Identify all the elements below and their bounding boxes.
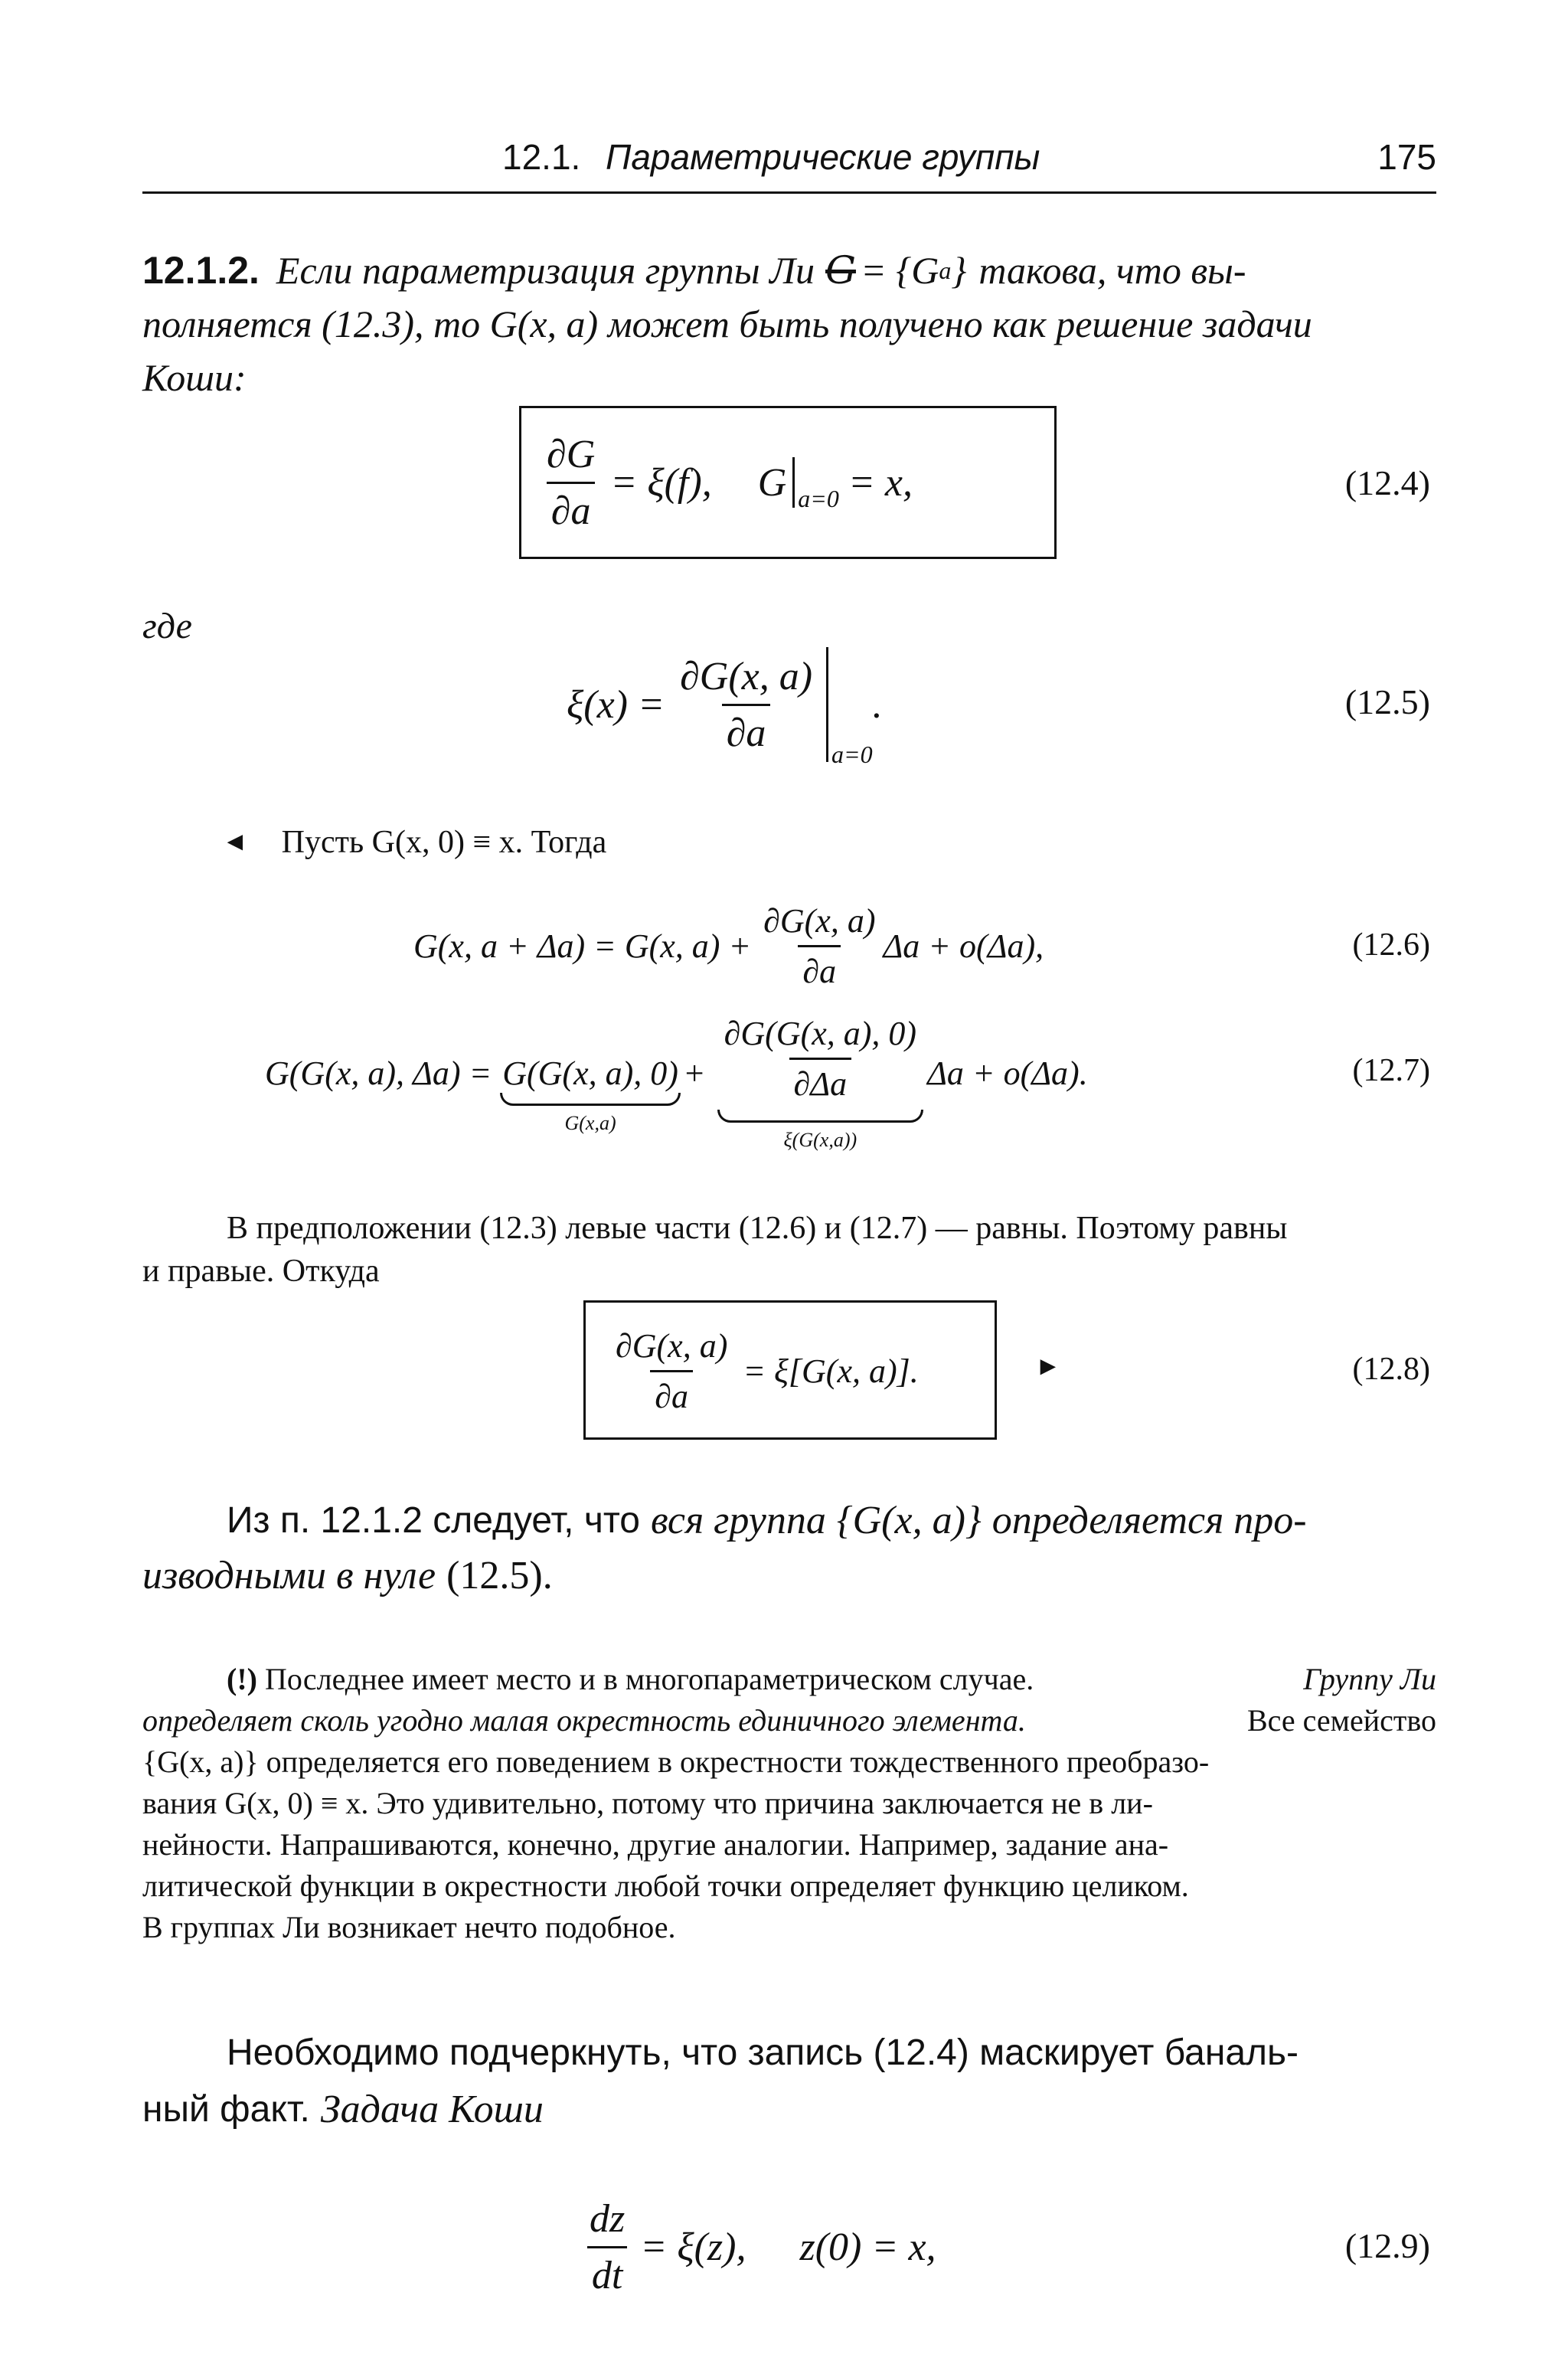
fraction-dG-da	[542, 432, 599, 534]
initial-condition: z(0) = x,	[799, 2225, 936, 2269]
boundary-G: G	[757, 460, 787, 505]
equation-label-12-6: (12.6)	[1352, 927, 1430, 963]
fraction-numerator: dz	[590, 2196, 626, 2241]
follows-group-expression: {G(x, a)}	[836, 1499, 982, 1542]
header-section-number: 12.1.	[502, 137, 581, 177]
evaluation-bar	[792, 457, 795, 508]
underbrace-2-label: ξ(G(x,a))	[783, 1129, 858, 1151]
underbrace-term-2	[720, 1014, 921, 1152]
group-close: }	[951, 249, 967, 292]
fraction-dGxa-da	[759, 901, 880, 991]
evaluation-subscript: a=0	[798, 485, 839, 512]
theorem-block	[142, 244, 1436, 404]
fraction-numerator: ∂G(x, a)	[616, 1326, 728, 1365]
remark-line-7: В группах Ли возникает нечто подобное.	[142, 1910, 676, 1944]
evaluation-bar	[826, 647, 828, 762]
proof-start	[222, 824, 606, 861]
group-symbol: G	[825, 248, 856, 293]
remark-line-4: вания G(x, 0) ≡ x. Это удивительно, потому что причина заключается не в ли-	[142, 1786, 1153, 1820]
proof-end-marker: ►	[1035, 1352, 1061, 1381]
assumption-line-1: В предположении (12.3) левые части (12.6) и (12.7) — равны. Поэтому равны	[227, 1211, 1288, 1246]
follows-text-b: вся группа	[651, 1499, 826, 1542]
header-rule	[142, 191, 1436, 194]
where-word: где	[142, 606, 192, 646]
equation-lhs: G(G(x, a), Δa) =	[265, 1055, 492, 1092]
underbrace-2	[717, 1110, 923, 1123]
fraction-numerator: ∂G(x, a)	[763, 901, 876, 940]
follows-text-a: Из п. 12.1.2 следует, что	[227, 1500, 640, 1541]
follows-text-line2b: (12.5).	[446, 1554, 553, 1597]
equation-rhs: = ξ(z),	[640, 2225, 746, 2269]
equation-12-8	[605, 1314, 919, 1427]
equation-label-12-8: (12.8)	[1352, 1352, 1430, 1387]
equation-12-6	[413, 888, 1044, 1003]
fraction-denominator: ∂Δa	[789, 1058, 852, 1104]
equation-12-9	[579, 2186, 936, 2308]
fraction-dz-dt	[585, 2196, 629, 2298]
remark-first	[227, 1659, 1034, 1700]
equation-lhs: G(x, a + Δa) = G(x, a) +	[413, 927, 752, 965]
follows-line-1	[142, 1493, 1436, 1548]
fraction-dGGxa0-dDa	[720, 1014, 921, 1104]
fraction-denominator: ∂a	[798, 945, 841, 991]
remark-block	[142, 1659, 1436, 1948]
fraction-numerator: ∂G	[547, 432, 596, 476]
remark-text-2b: Все семейство	[1247, 1703, 1436, 1738]
remark-mark: (!)	[227, 1662, 257, 1696]
assumption-line-2: и правые. Откуда	[142, 1254, 380, 1289]
fraction-numerator: ∂G(x, a)	[680, 654, 813, 698]
follows-paragraph	[142, 1493, 1436, 1604]
remark-line-6: литической функции в окрестности любой точки определяет функцию целиком.	[142, 1869, 1189, 1903]
theorem-text-1-end: такова, что вы-	[978, 249, 1246, 292]
equation-rhs: = ξ(f),	[610, 460, 712, 505]
proof-text: Пусть G(x, 0) ≡ x. Тогда	[281, 825, 607, 860]
cauchy-text-2a: ный факт.	[142, 2089, 310, 2130]
page-number: 175	[1377, 137, 1436, 177]
equation-rhs: Δa + o(Δa).	[927, 1055, 1088, 1092]
equation-lhs: ξ(x) =	[567, 682, 665, 727]
fraction-denominator: ∂a	[547, 482, 596, 534]
remark-text-2a: определяет сколь угодно малая окрестность единичного элемента.	[142, 1703, 1026, 1738]
evaluation-subscript: a=0	[831, 741, 873, 768]
follows-text-line2a: изводными в нуле	[142, 1554, 436, 1597]
theorem-line-3: Коши:	[142, 356, 247, 399]
fraction-dGxa-da	[675, 654, 817, 756]
fraction-denominator: dt	[587, 2246, 627, 2298]
equation-rhs: Δa + o(Δa),	[883, 927, 1044, 965]
proof-marker: ◄	[222, 828, 248, 856]
underbrace-term-1	[502, 1054, 678, 1135]
cauchy-paragraph	[142, 2025, 1436, 2138]
assumption-paragraph	[142, 1207, 1436, 1293]
fraction-numerator: ∂G(G(x, a), 0)	[724, 1015, 917, 1052]
fraction-denominator: ∂a	[722, 704, 771, 756]
fraction-denominator: ∂a	[650, 1370, 693, 1416]
follows-text-d: определяется про-	[991, 1499, 1307, 1542]
equation-12-4	[536, 420, 913, 545]
fraction-dGxa-da	[611, 1326, 732, 1416]
theorem-line-1	[142, 244, 1436, 297]
cauchy-text-2b: Задача Коши	[320, 2088, 544, 2131]
remark-line-5: нейности. Напрашиваются, конечно, другие аналогии. Например, задание ана-	[142, 1827, 1169, 1862]
equation-12-5	[567, 643, 883, 766]
equation-label-12-5: (12.5)	[1344, 682, 1430, 721]
equation-dot: .	[872, 682, 883, 727]
boundary-rhs: = x,	[848, 460, 913, 505]
equation-label-12-4: (12.4)	[1344, 463, 1430, 502]
remark-line-2	[142, 1700, 1436, 1741]
follows-line-2	[142, 1548, 1436, 1604]
equation-rhs: = ξ[G(x, a)].	[743, 1352, 919, 1390]
cauchy-line-1: Необходимо подчеркнуть, что запись (12.4) маскирует баналь-	[227, 2032, 1299, 2073]
cauchy-line-2	[142, 2081, 1436, 2138]
theorem-line-2: полняется (12.3), то G(x, a) может быть получено как решение задачи	[142, 302, 1312, 345]
equation-12-7	[265, 1014, 1088, 1167]
theorem-number: 12.1.2.	[142, 249, 260, 292]
plus-sign: +	[682, 1055, 706, 1092]
equation-label-12-7: (12.7)	[1352, 1053, 1430, 1088]
underbrace-1	[500, 1093, 681, 1106]
group-definition: = {G	[860, 249, 939, 292]
underbrace-term-1-expression: G(G(x, a), 0)	[502, 1055, 678, 1092]
remark-text-1a: Последнее имеет место и в многопараметрическом случае.	[264, 1662, 1034, 1696]
underbrace-1-label: G(x,a)	[564, 1112, 616, 1134]
theorem-text-1: Если параметризация группы Ли	[276, 249, 815, 292]
remark-line-1	[142, 1659, 1436, 1700]
header-title: Параметрические группы	[606, 137, 1040, 177]
group-subscript: a	[939, 257, 952, 284]
equation-label-12-9: (12.9)	[1344, 2226, 1430, 2265]
remark-text-1b: Группу Ли	[1303, 1662, 1436, 1696]
remark-line-3: {G(x, a)} определяется его поведением в окрестности тождественного преобразо-	[142, 1745, 1210, 1779]
running-header	[142, 136, 1436, 190]
